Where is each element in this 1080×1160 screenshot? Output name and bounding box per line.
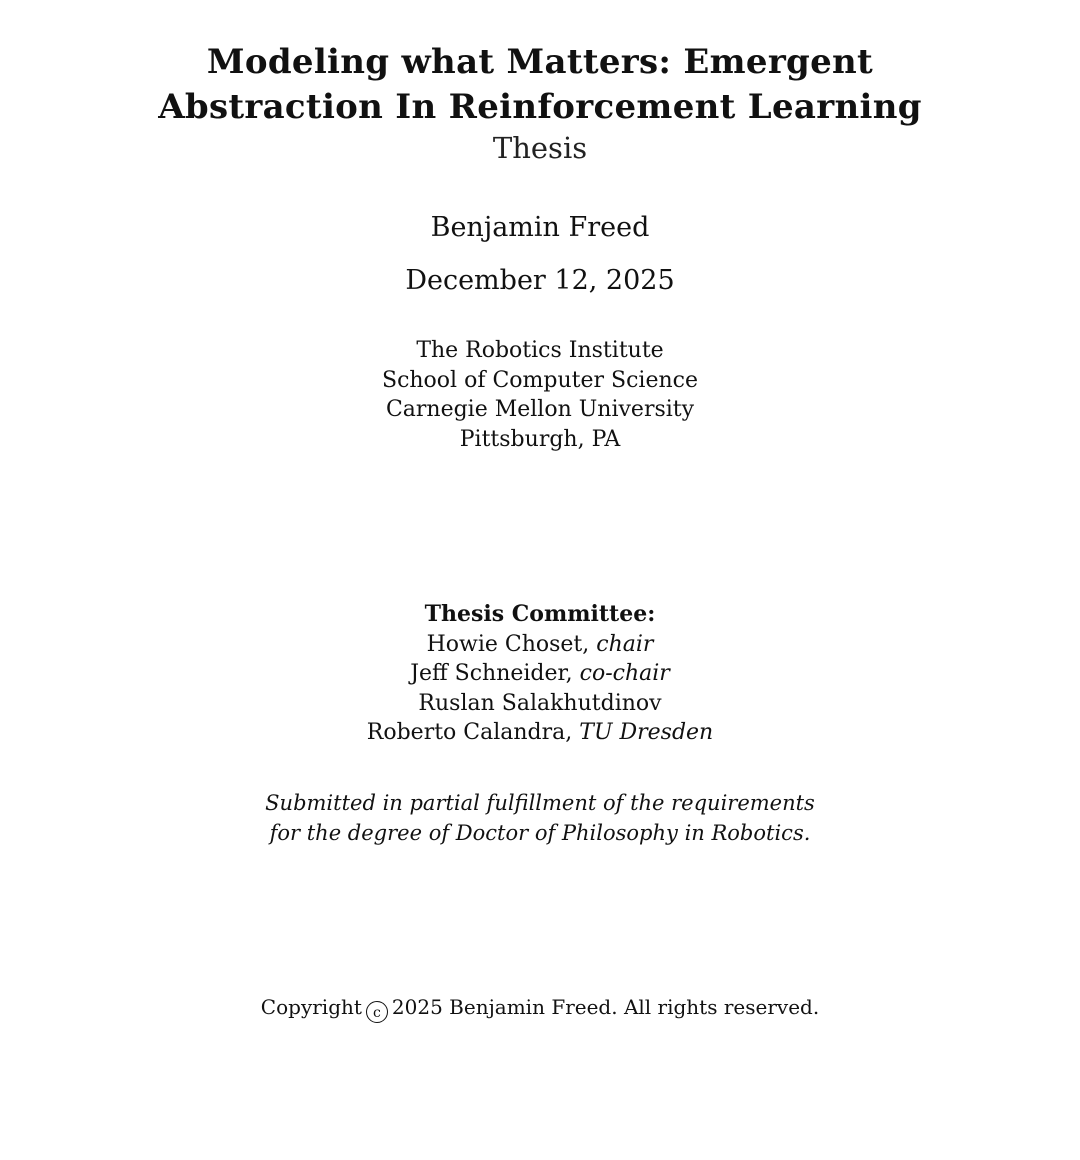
member-name: Ruslan Salakhutdinov	[418, 690, 662, 716]
member-role: co-chair	[579, 661, 670, 686]
submission-line-2: for the degree of Doctor of Philosophy in Robotics.	[269, 821, 811, 845]
institution-line: School of Computer Science	[382, 367, 698, 393]
title-line-2: Abstraction In Reinforcement Learning	[158, 87, 922, 127]
member-name: Jeff Schneider,	[410, 661, 580, 686]
committee-member	[0, 689, 1080, 719]
thesis-date: December 12, 2025	[405, 265, 675, 296]
committee-member	[0, 718, 1080, 748]
document-type: Thesis	[492, 131, 588, 165]
member-role: chair	[596, 631, 654, 657]
author-name: Benjamin Freed	[430, 212, 650, 243]
thesis-title	[0, 40, 1080, 166]
copyright-icon: c	[366, 1001, 388, 1023]
member-role: TU Dresden	[579, 720, 714, 745]
committee-member	[0, 659, 1080, 689]
submission-line-1: Submitted in partial fulfillment of the requirements	[265, 791, 815, 815]
title-line-1: Modeling what Matters: Emergent	[206, 42, 874, 82]
institution-line: Carnegie Mellon University	[385, 397, 695, 422]
institution-line: Pittsburgh, PA	[459, 426, 621, 452]
copyright-prefix: Copyright	[260, 995, 362, 1019]
member-name: Roberto Calandra,	[366, 720, 580, 745]
copyright-notice	[0, 993, 1080, 1023]
committee-member	[0, 630, 1080, 660]
institution-line: The Robotics Institute	[416, 338, 664, 363]
copyright-text: 2025 Benjamin Freed. All rights reserved.	[391, 995, 820, 1019]
member-name: Howie Choset,	[426, 631, 597, 657]
committee-block	[0, 600, 1080, 748]
committee-heading: Thesis Committee:	[424, 601, 656, 627]
institution-block	[0, 336, 1080, 454]
submission-statement	[0, 788, 1080, 848]
